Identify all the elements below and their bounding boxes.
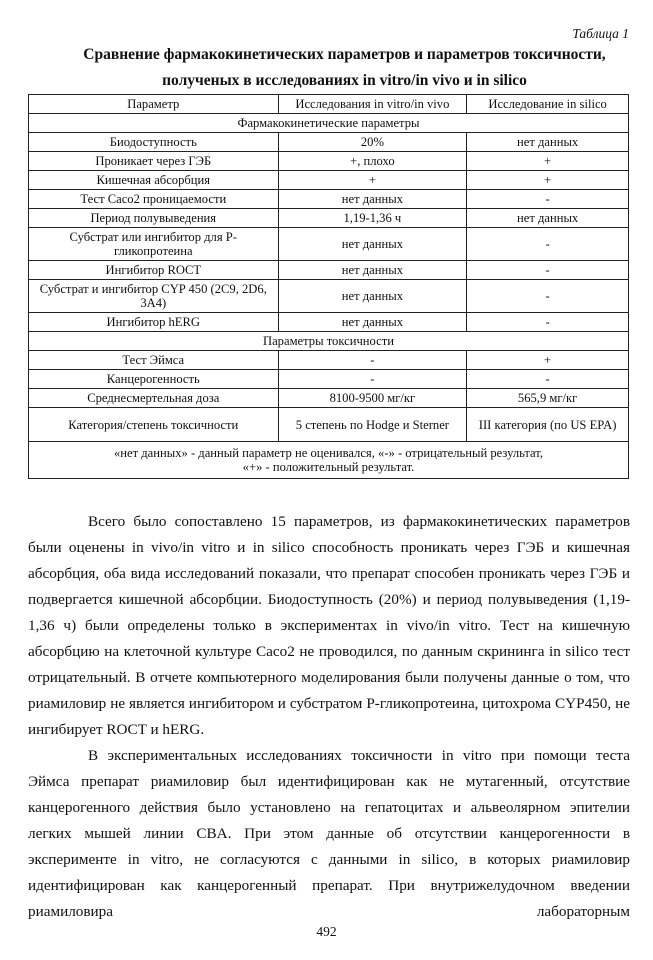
- cell-vitro: +: [278, 171, 467, 190]
- table-row: [29, 389, 629, 408]
- cell-vitro: 20%: [278, 133, 467, 152]
- cell-silico: 565,9 мг/кг: [467, 389, 629, 408]
- cell-silico: +: [467, 351, 629, 370]
- cell-vitro: нет данных: [278, 190, 467, 209]
- cell-parameter: Тест Эймса: [29, 351, 279, 370]
- section-label-pk: Фармакокинетические параметры: [29, 114, 629, 133]
- cell-parameter: Тест Caco2 проницаемости: [29, 190, 279, 209]
- cell-silico: -: [467, 280, 629, 313]
- table-label: Таблица 1: [572, 26, 629, 41]
- section-row-pk: [29, 114, 629, 133]
- cell-parameter: Категория/степень токсичности: [29, 408, 279, 442]
- table-row: [29, 133, 629, 152]
- paragraph-1: Всего было сопоставлено 15 параметров, из фармакокинетических параметров были оценены in vivo/in vitro и in silico способность проникать через ГЭБ и кишечная абсорбция, оба вида исследований показали, что препарат способен проникать через ГЭБ и подвергается кишечной абсорбции. Биодоступность (20%) и период полувыведения (1,19-1,36 ч) были определены только в экспериментах in vivo/in vitro. Тест на кишечную абсорбцию на клеточной культуре Caco2 не проводился, по данным скрининга in silico тест отрицательный. В отчете компьютерного моделирования были получены данные о том, что риамиловир не является ингибитором и субстратом Р-гликопротеина, цитохрома CYP450, не ингибирует ROCT и hERG.: [28, 513, 630, 738]
- body-text: [28, 509, 630, 925]
- cell-silico: -: [467, 261, 629, 280]
- table-row: [29, 190, 629, 209]
- cell-vitro: нет данных: [278, 280, 467, 313]
- cell-vitro: нет данных: [278, 313, 467, 332]
- cell-silico: нет данных: [467, 133, 629, 152]
- cell-parameter: Среднесмертельная доза: [29, 389, 279, 408]
- cell-silico: III категория (по US EPA): [467, 408, 629, 442]
- table-header-row: [29, 95, 629, 114]
- table-row: [29, 370, 629, 389]
- cell-parameter: Ингибитор ROCT: [29, 261, 279, 280]
- cell-silico: +: [467, 171, 629, 190]
- header-parameter: Параметр: [29, 95, 279, 114]
- cell-parameter: Канцерогенность: [29, 370, 279, 389]
- table-row: [29, 152, 629, 171]
- table-row: [29, 171, 629, 190]
- table-note: [29, 442, 629, 479]
- cell-parameter: Биодоступность: [29, 133, 279, 152]
- table-note-line-2: «+» - положительный результат.: [242, 460, 415, 474]
- table-title-line-2: полученых в исследованиях in vitro/in vivo и in silico: [162, 72, 527, 89]
- table-row: [29, 280, 629, 313]
- table-note-line-1: «нет данных» - данный параметр не оценивался, «-» - отрицательный результат,: [113, 446, 544, 460]
- page-number: 492: [316, 924, 337, 939]
- table-row: [29, 209, 629, 228]
- cell-vitro: 8100-9500 мг/кг: [278, 389, 467, 408]
- section-row-tox: [29, 332, 629, 351]
- cell-vitro: 1,19-1,36 ч: [278, 209, 467, 228]
- cell-vitro: нет данных: [278, 261, 467, 280]
- table-row: [29, 228, 629, 261]
- cell-silico: нет данных: [467, 209, 629, 228]
- cell-vitro: нет данных: [278, 228, 467, 261]
- cell-parameter: Проникает через ГЭБ: [29, 152, 279, 171]
- cell-parameter: Период полувыведения: [29, 209, 279, 228]
- cell-vitro: -: [278, 351, 467, 370]
- cell-silico: +: [467, 152, 629, 171]
- cell-silico: -: [467, 370, 629, 389]
- table-title-line-1: Сравнение фармакокинетических параметров и параметров токсичности,: [83, 46, 606, 63]
- cell-parameter: Субстрат или ингибитор для Р-гликопротеина: [29, 228, 279, 261]
- table-note-row: [29, 442, 629, 479]
- cell-vitro: +, плохо: [278, 152, 467, 171]
- cell-silico: -: [467, 190, 629, 209]
- cell-parameter: Субстрат и ингибитор CYP 450 (2C9, 2D6, 3A4): [29, 280, 279, 313]
- cell-parameter: Кишечная абсорбция: [29, 171, 279, 190]
- cell-vitro: 5 степень по Hodge и Sterner: [278, 408, 467, 442]
- paragraph-2: В экспериментальных исследованиях токсичности in vitro при помощи теста Эймса препарат риамиловир был идентифицирован как не мутагенный, отсутствие канцерогенного действия было установлено на гепатоцитах и альвеолярном эпителии легких мышей линии CBA. При этом данные об отсутствии канцерогенности в эксперименте in vitro, не согласуются с данными in silico, в которых риамиловир идентифицирован как канцерогенный препарат. При внутрижелудочном введении риамиловира лабораторным: [28, 747, 630, 920]
- cell-silico: -: [467, 228, 629, 261]
- cell-parameter: Ингибитор hERG: [29, 313, 279, 332]
- header-in-silico: Исследование in silico: [467, 95, 629, 114]
- table-row: [29, 408, 629, 442]
- cell-vitro: -: [278, 370, 467, 389]
- section-label-tox: Параметры токсичности: [29, 332, 629, 351]
- table-row: [29, 351, 629, 370]
- table-row: [29, 313, 629, 332]
- header-in-vitro-vivo: Исследования in vitro/in vivo: [278, 95, 467, 114]
- table-row: [29, 261, 629, 280]
- cell-silico: -: [467, 313, 629, 332]
- comparison-table: [28, 94, 629, 479]
